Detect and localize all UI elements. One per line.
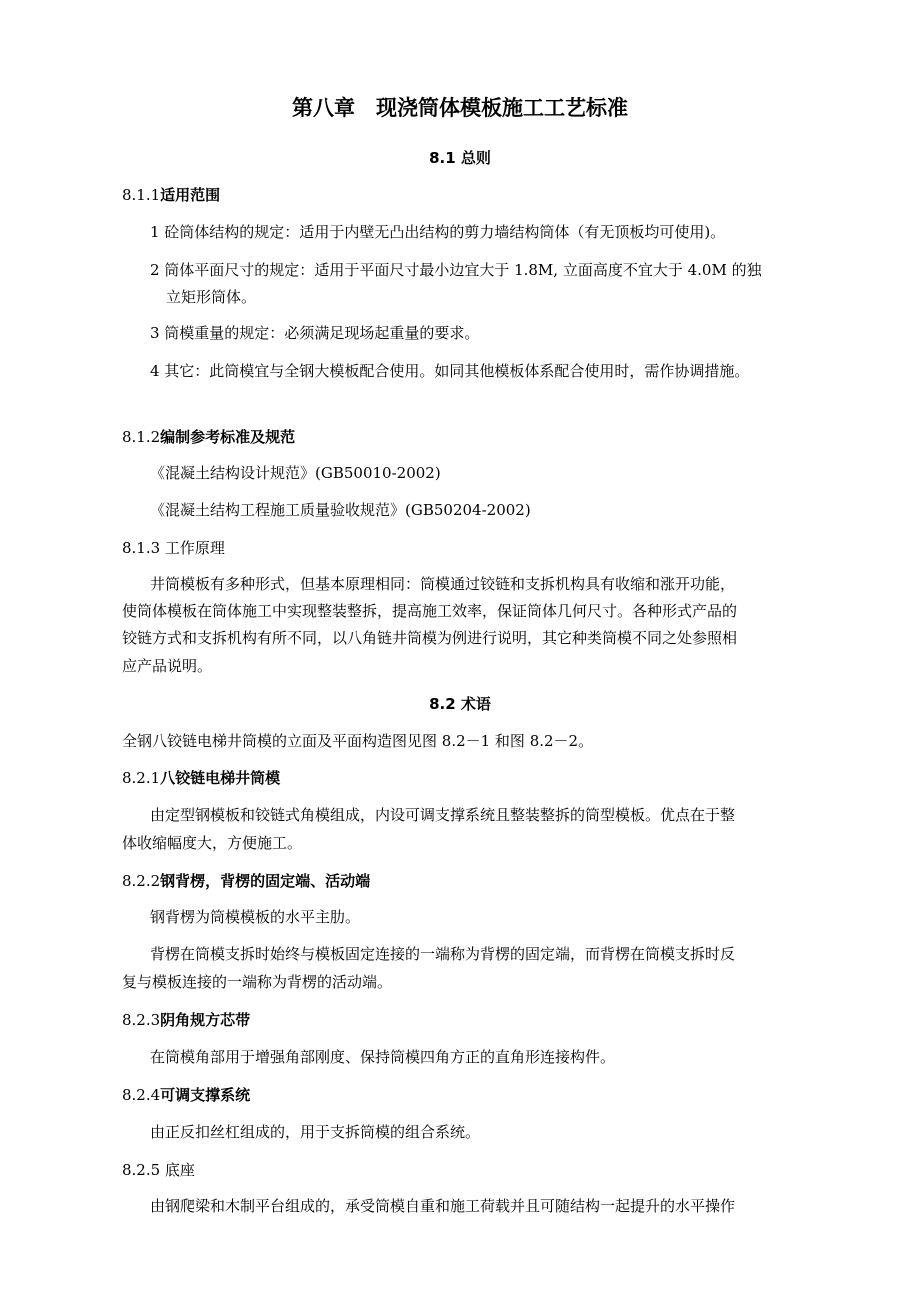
principle-line-3: 铰链方式和支拆机构有所不同，以八角链井筒模为例进行说明，其它种类筒模不同之处参照相 [122, 629, 738, 647]
heading-text: 可调支撑系统 [160, 1086, 251, 1104]
heading-text: 钢背楞，背楞的固定端、活动端 [160, 872, 371, 890]
heading-8-2-4 [122, 1085, 250, 1105]
scope-item-2: 2 筒体平面尺寸的规定：适用于平面尺寸最小边宜大于 1.8M, 立面高度不宜大于 4.0M 的独 [150, 261, 762, 279]
heading-8-1-3: 8.1.3 工作原理 [122, 539, 225, 557]
term-8-2-2-line-2: 复与模板连接的一端称为背楞的活动端。 [122, 973, 393, 991]
scope-item-1: 1 砼筒体结构的规定：适用于内壁无凸出结构的剪力墙结构筒体（有无顶板均可使用)。 [150, 223, 726, 241]
term-8-2-2-para-1: 钢背楞为筒模模板的水平主肋。 [150, 908, 361, 926]
term-8-2-3-para: 在筒模角部用于增强角部刚度、保持筒模四角方正的直角形连接构件。 [150, 1048, 616, 1066]
heading-number: 8.2.1 [122, 769, 161, 787]
term-8-2-5-para: 由钢爬梁和木制平台组成的，承受筒模自重和施工荷载并且可随结构一起提升的水平操作 [150, 1197, 736, 1215]
heading-number: 8.2.3 [122, 1011, 161, 1029]
section-8-2-title: 8.2 术语 [429, 695, 491, 713]
term-8-2-1-line-2: 体收缩幅度大，方便施工。 [122, 834, 303, 852]
scope-item-4: 4 其它：此筒模宜与全钢大模板配合使用。如同其他模板体系配合使用时，需作协调措施。 [150, 362, 750, 380]
heading-text: 八铰链电梯井筒模 [160, 769, 281, 787]
reference-standard-1: 《混凝土结构设计规范》(GB50010-2002) [150, 464, 441, 482]
terms-intro: 全钢八铰链电梯井筒模的立面及平面构造图见图 8.2－1 和图 8.2－2。 [122, 732, 594, 750]
term-8-2-4-para: 由正反扣丝杠组成的，用于支拆筒模的组合系统。 [150, 1123, 481, 1141]
scope-item-3: 3 筒模重量的规定：必须满足现场起重量的要求。 [150, 324, 480, 342]
term-8-2-1-line-1: 由定型钢模板和铰链式角模组成，内设可调支撑系统且整装整拆的筒型模板。优点在于整 [150, 806, 736, 824]
heading-8-2-1 [122, 768, 280, 788]
heading-number: 8.2.4 [122, 1086, 161, 1104]
scope-item-2-cont: 立矩形筒体。 [166, 288, 257, 306]
heading-number: 8.2.2 [122, 872, 161, 890]
heading-text: 编制参考标准及规范 [160, 428, 296, 446]
heading-8-2-5: 8.2.5 底座 [122, 1161, 195, 1179]
reference-standard-2: 《混凝土结构工程施工质量验收规范》(GB50204-2002) [150, 501, 531, 519]
chapter-title: 第八章 现浇筒体模板施工工艺标准 [292, 96, 628, 120]
heading-text: 适用范围 [160, 186, 221, 204]
heading-8-2-2 [122, 871, 370, 891]
principle-line-1: 井筒模板有多种形式，但基本原理相同：筒模通过铰链和支拆机构具有收缩和涨开功能， [150, 575, 736, 593]
heading-number: 8.1.1 [122, 186, 161, 204]
heading-8-2-3 [122, 1010, 250, 1030]
heading-text: 阴角规方芯带 [160, 1011, 251, 1029]
heading-number: 8.1.2 [122, 428, 161, 446]
heading-8-1-1 [122, 185, 220, 205]
principle-line-2: 使筒体模板在筒体施工中实现整装整拆，提高施工效率，保证筒体几何尺寸。各种形式产品的 [122, 602, 738, 620]
term-8-2-2-line-1: 背楞在筒模支拆时始终与模板固定连接的一端称为背楞的固定端，而背楞在筒模支拆时反 [150, 945, 736, 963]
section-8-1-title: 8.1 总则 [429, 149, 491, 167]
heading-8-1-2 [122, 427, 295, 447]
principle-line-4: 应产品说明。 [122, 657, 213, 675]
